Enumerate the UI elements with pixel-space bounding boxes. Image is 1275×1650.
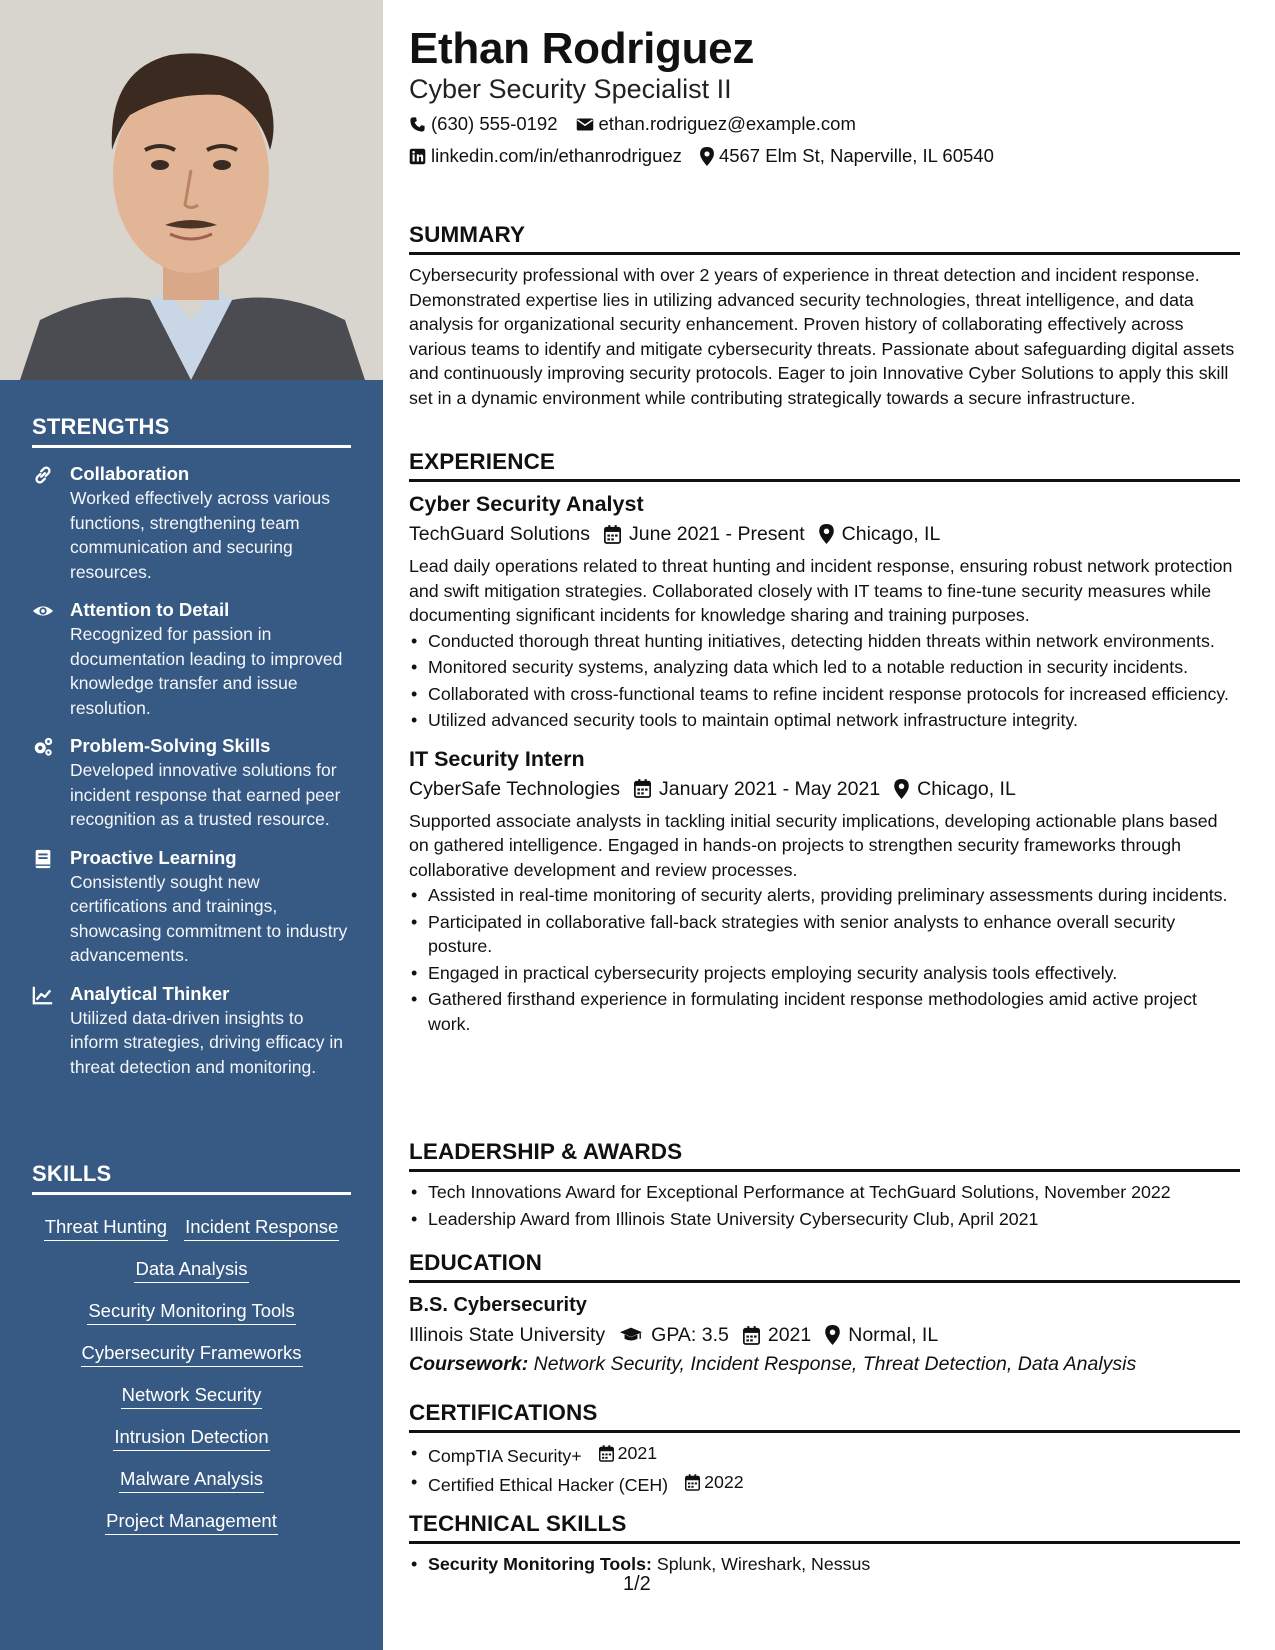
tech-skill-label: Security Monitoring Tools:	[428, 1554, 652, 1574]
book-icon	[32, 848, 54, 870]
job-company: TechGuard Solutions	[409, 523, 591, 545]
awards-heading: LEADERSHIP & AWARDS	[409, 1139, 1240, 1172]
job-bullets	[409, 883, 1240, 1036]
cert-name: CompTIA Security+	[428, 1445, 582, 1466]
grad-year	[743, 1321, 811, 1349]
skill-tag: Intrusion Detection	[113, 1425, 269, 1451]
strength-desc: Utilized data-driven insights to inform strategies, driving efficacy in threat detection and monitoring.	[70, 1007, 343, 1077]
phone-contact	[409, 113, 558, 135]
job-meta	[409, 775, 1240, 803]
skills-heading: SKILLS	[32, 1161, 351, 1195]
cert-date	[599, 1441, 658, 1466]
list-item: • Conducted thorough threat hunting initiatives, detecting hidden threats within network environments.	[409, 629, 1240, 654]
calendar-icon	[685, 1474, 700, 1491]
list-item: • Leadership Award from Illinois State University Cybersecurity Club, April 2021	[409, 1207, 1240, 1232]
job-dates-text: January 2021 - May 2021	[659, 777, 881, 800]
address-contact	[700, 145, 994, 167]
tech-skill-value: Splunk, Wireshark, Nessus	[656, 1554, 871, 1574]
list-item: • Tech Innovations Award for Exceptional Performance at TechGuard Solutions, November 2022	[409, 1180, 1240, 1205]
skill-tag: Cybersecurity Frameworks	[81, 1341, 303, 1367]
strength-title: Collaboration	[70, 463, 190, 484]
strength-item	[32, 598, 351, 720]
cert-name: Certified Ethical Hacker (CEH)	[428, 1475, 669, 1495]
strength-item	[32, 846, 351, 968]
experience-section	[409, 449, 1240, 1038]
strength-title: Analytical Thinker	[70, 982, 230, 1004]
skill-tag: Network Security	[121, 1383, 263, 1409]
profile-photo-illustration	[0, 0, 383, 380]
candidate-name: Ethan Rodriguez	[409, 24, 755, 73]
calendar-icon	[604, 525, 621, 544]
list-item	[409, 1552, 1240, 1577]
list-item	[409, 1470, 1240, 1497]
list-item: • Utilized advanced security tools to maintain optimal network infrastructure integrity.	[409, 708, 1240, 733]
address-text: 4567 Elm St, Naperville, IL 60540	[718, 145, 994, 166]
map-pin-icon	[700, 147, 714, 166]
job-company: CyberSafe Technologies	[409, 777, 621, 800]
technical-skills-heading: TECHNICAL SKILLS	[409, 1511, 1240, 1544]
degree: B.S. Cybersecurity	[409, 1294, 587, 1316]
cert-date	[685, 1470, 744, 1495]
list-item: • Participated in collaborative fall-back strategies with senior analysts to enhance overall security posture.	[409, 910, 1240, 959]
email-contact[interactable]	[576, 113, 856, 135]
experience-heading: EXPERIENCE	[409, 449, 1240, 482]
school: Illinois State University	[409, 1324, 606, 1346]
education-heading: EDUCATION	[409, 1250, 1240, 1283]
job-bullets	[409, 629, 1240, 733]
grad-year-text: 2021	[767, 1324, 812, 1346]
strength-item	[32, 982, 351, 1080]
job-location-text: Chicago, IL	[841, 523, 941, 545]
summary-heading: SUMMARY	[409, 222, 1240, 255]
calendar-icon	[743, 1326, 760, 1345]
list-item: • Collaborated with cross-functional teams to refine incident response protocols for increased efficiency.	[409, 682, 1240, 707]
technical-skills-list	[409, 1552, 1240, 1577]
gears-icon	[32, 736, 54, 758]
envelope-icon	[576, 117, 594, 132]
technical-skills-section	[409, 1511, 1240, 1579]
linkedin-text[interactable]: linkedin.com/in/ethanrodriguez	[431, 145, 682, 166]
linkedin-icon	[409, 148, 426, 165]
job-description: Supported associate analysts in tackling initial security implications, developing actionable plans based on gathered intelligence. Engaged in hands-on projects to strengthen security frameworks through collaborative development and review processes.	[409, 810, 1218, 880]
gpa	[619, 1321, 729, 1349]
map-pin-icon	[825, 1325, 840, 1345]
awards-section	[409, 1139, 1240, 1233]
strengths-heading: STRENGTHS	[32, 414, 351, 448]
candidate-title: Cyber Security Specialist II	[409, 74, 732, 104]
coursework-label: Coursework:	[409, 1353, 529, 1375]
education-meta	[409, 1321, 1240, 1349]
job-title: IT Security Intern	[409, 746, 585, 771]
job-entry	[409, 490, 1240, 733]
strength-desc: Consistently sought new certifications and trainings, showcasing commitment to industry advancements.	[70, 871, 348, 965]
calendar-icon	[634, 779, 651, 798]
strength-title: Attention to Detail	[70, 599, 230, 620]
email-text[interactable]: ethan.rodriguez@example.com	[598, 113, 856, 134]
job-meta	[409, 520, 1240, 548]
job-description: Lead daily operations related to threat hunting and incident response, ensuring robust network protection and swift mitigation strategies. Collaborated closely with IT teams to fine-tune security measures while documenting significant incidents for knowledge sharing and training purposes.	[409, 556, 1233, 625]
list-item: • Gathered firsthand experience in formulating incident response methodologies amid active project work.	[409, 987, 1240, 1036]
certifications-heading: CERTIFICATIONS	[409, 1400, 1240, 1433]
job-location	[819, 520, 941, 548]
job-title: Cyber Security Analyst	[409, 492, 644, 516]
summary-section	[409, 222, 1240, 410]
skills-section	[32, 1161, 351, 1543]
strength-desc: Recognized for passion in documentation leading to improved knowledge transfer and issue resolution.	[70, 624, 343, 718]
profile-photo	[0, 0, 383, 380]
contact-row	[409, 113, 874, 135]
list-item: • Engaged in practical cybersecurity projects employing security analysis tools effectively.	[409, 961, 1240, 986]
strength-desc: Worked effectively across various functions, strengthening team communication and securing resources.	[70, 488, 331, 582]
strength-title: Problem-Solving Skills	[70, 735, 271, 756]
strength-item	[32, 462, 351, 584]
strength-title: Proactive Learning	[70, 846, 237, 868]
list-item: • Assisted in real-time monitoring of security alerts, providing preliminary assessments during incidents.	[409, 883, 1240, 908]
sidebar	[0, 0, 383, 1650]
eye-icon	[32, 600, 54, 622]
summary-text: Cybersecurity professional with over 2 years of experience in threat detection and incident response. Demonstrated expertise lies in utilizing advanced security technologies, threat intelligence, and data analysis for organizational security enhancement. Proven history of collaborating effectively across various teams to identify and mitigate cybersecurity threats. Passionate about safeguarding digital assets and continuously improving security protocols. Eager to join Innovative Cyber Solutions to apply this skill set in a dynamic environment while contributing strategically towards a secure infrastructure.	[409, 265, 1235, 408]
map-pin-icon	[894, 779, 909, 799]
strength-item	[32, 734, 351, 832]
contact-row	[409, 145, 1012, 167]
job-dates	[604, 520, 805, 548]
linkedin-contact[interactable]	[409, 145, 682, 167]
cert-year: 2021	[617, 1443, 658, 1463]
education-section	[409, 1250, 1240, 1376]
strengths-section	[32, 414, 351, 1079]
awards-list	[409, 1180, 1240, 1231]
phone-text: (630) 555-0192	[431, 113, 558, 134]
skill-tag: Data Analysis	[134, 1257, 248, 1283]
gpa-text: GPA: 3.5	[651, 1324, 729, 1346]
edu-location	[825, 1321, 938, 1349]
job-location	[894, 775, 1016, 803]
page-number: 1/2	[623, 1573, 651, 1595]
calendar-icon	[599, 1445, 614, 1462]
job-dates-text: June 2021 - Present	[629, 523, 805, 545]
cert-year: 2022	[704, 1472, 744, 1493]
chart-line-icon	[32, 984, 54, 1006]
list-item	[409, 1441, 1240, 1468]
edu-location-text: Normal, IL	[848, 1324, 939, 1346]
skill-tag: Security Monitoring Tools	[87, 1299, 295, 1325]
coursework-text: Network Security, Incident Response, Threat Detection, Data Analysis	[533, 1353, 1137, 1375]
certifications-section	[409, 1400, 1240, 1500]
strength-desc: Developed innovative solutions for incident response that earned peer recognition as a trusted resource.	[70, 760, 341, 829]
graduation-cap-icon	[619, 1326, 643, 1344]
phone-icon	[409, 116, 426, 133]
skill-tag: Threat Hunting	[44, 1215, 168, 1241]
map-pin-icon	[819, 524, 834, 544]
certifications-list	[409, 1441, 1240, 1498]
skill-tag: Malware Analysis	[119, 1467, 264, 1493]
job-location-text: Chicago, IL	[917, 777, 1016, 800]
skills-list	[32, 1207, 351, 1543]
skill-tag: Project Management	[105, 1509, 278, 1535]
job-entry	[409, 745, 1240, 1037]
link-icon	[32, 464, 54, 486]
skill-tag: Incident Response	[184, 1215, 339, 1241]
list-item: • Monitored security systems, analyzing data which led to a notable reduction in security incidents.	[409, 655, 1240, 680]
job-dates	[634, 775, 880, 803]
coursework	[409, 1353, 1240, 1376]
